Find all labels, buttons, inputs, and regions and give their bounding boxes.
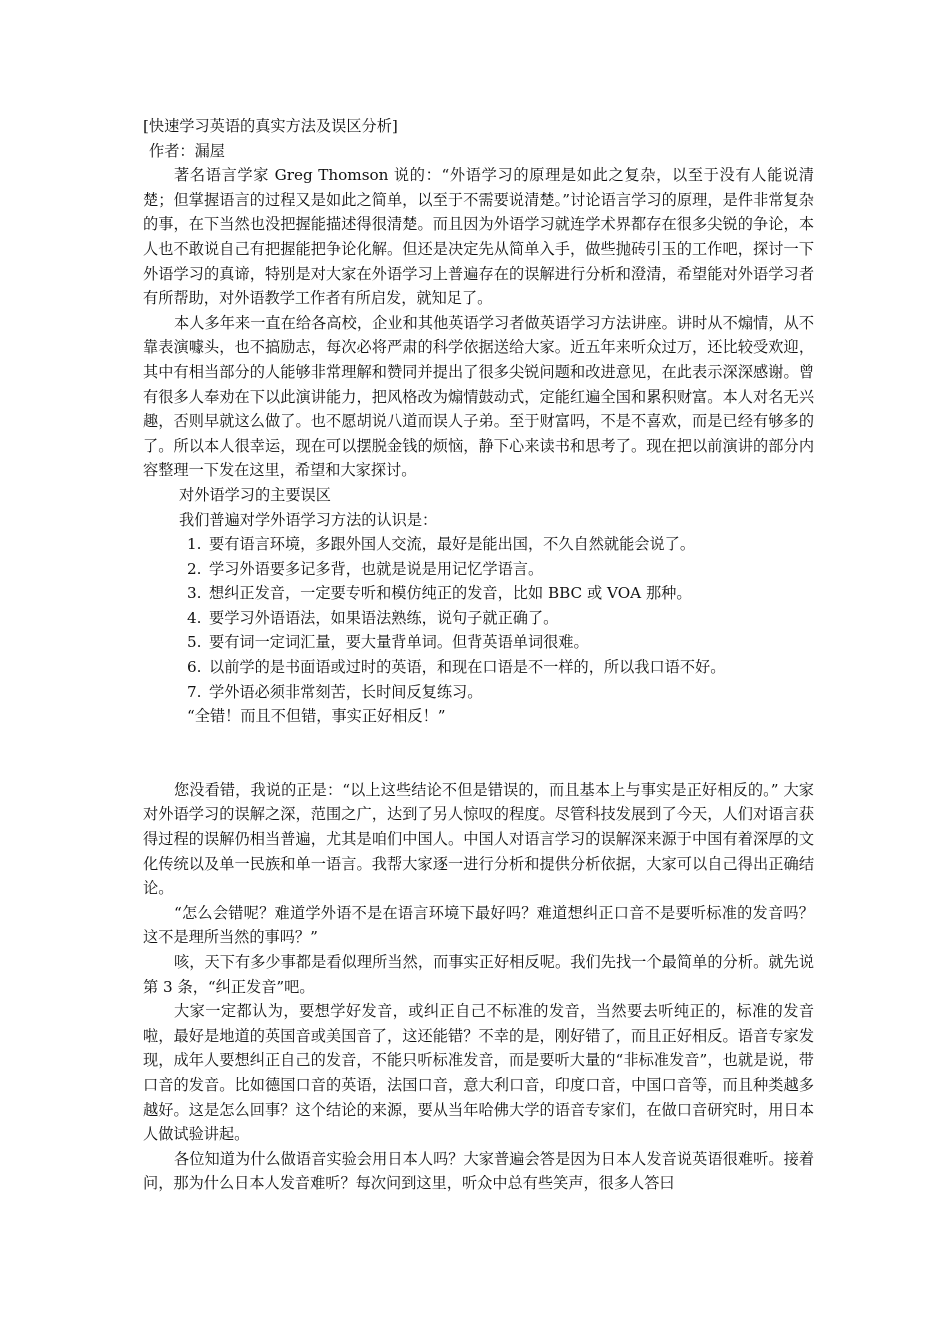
list-item-text: 要有语言环境，多跟外国人交流，最好是能出国，不久自然就能会说了。 [209,535,695,554]
list-item-text: 想纠正发音，一定要专听和模仿纯正的发音，比如 BBC 或 VOA 那种。 [209,584,692,603]
paragraph-rebuttal: 您没看错，我说的正是：“以上这些结论不但是错误的，而且基本上与事实是正好相反的。” 大家对外语学习的误解之深，范围之广，达到了另人惊叹的程度。尽管科技发展到了今天，人们对语言获得过程的误解仍相当普遍，尤其是咱们中国人。中国人对语言学习的误解深来源于中国有着深厚的文化传统以及单一民族和单一语言。我帮大家逐一进行分析和提供分析依据，大家可以自己得出正确结论。 [143,780,814,898]
list-item [143,606,814,631]
list-item [143,557,814,582]
document-author: 作者：漏屋 [149,141,225,160]
paragraph-background: 本人多年来一直在给各高校，企业和其他英语学习者做英语学习方法讲座。讲时从不煽情，从不靠表演噱头，也不搞励志，每次必将严肃的科学依据送给大家。近五年来听众过万，还比较受欢迎，其中有相当部分的人能够非常理解和赞同并提出了很多尖锐问题和改进意见，在此表示深深感谢。曾有很多人奉劝在下以此演讲能力，把风格改为煽情鼓动式，定能红遍全国和累积财富。本人对名无兴趣，否则早就这么做了。也不愿胡说八道而误人子弟。至于财富吗，不是不喜欢，而是已经有够多的了。所以本人很幸运，现在可以摆脱金钱的烦恼，静下心来读书和思考了。现在把以前演讲的部分内容整理一下发在这里，希望和大家探讨。 [143,313,814,480]
paragraph-list-intro: 我们普遍对学外语学习方法的认识是： [179,510,438,529]
list-item [143,680,814,705]
paragraph-pronunciation: 咳，天下有多少事都是看似理所当然，而事实正好相反呢。我们先找一个最简单的分析。就先说第 3 条，“纠正发音”吧。 [143,953,814,996]
blank-line [143,729,814,778]
section-heading: 对外语学习的主要误区 [179,485,331,504]
list-item-number: 4. [187,608,202,627]
list-item-number: 7. [187,682,202,701]
list-item [143,630,814,655]
list-item [143,655,814,680]
list-item-text: 学外语必须非常刻苦，长时间反复练习。 [209,682,483,701]
list-item-number: 3. [187,584,202,603]
paragraph-accent-study: 大家一定都认为，要想学好发音，或纠正自己不标准的发音，当然要去听纯正的，标准的发音啦，最好是地道的英国音或美国音了，这还能错？不幸的是，刚好错了，而且正好相反。语音专家发现，成年人要想纠正自己的发音，不能只听标准发音，而是要听大量的“非标准发音”，也就是说，带口音的发音。比如德国口音的英语，法国口音，意大利口音，印度口音，中国口音等，而且种类越多越好。这是怎么回事？这个结论的来源，要从当年哈佛大学的语音专家们，在做口音研究时，用日本人做试验讲起。 [143,1002,814,1144]
list-item-number: 5. [187,633,202,652]
paragraph-japanese-experiment: 各位知道为什么做语音实验会用日本人吗？大家普遍会答是因为日本人发音说英语很难听。接着问，那为什么日本人发音难听？每次问到这里，听众中总有些笑声，很多人答曰 [143,1149,814,1193]
list-item-text: 学习外语要多记多背，也就是说是用记忆学语言。 [209,559,544,578]
misconception-list [143,532,814,704]
list-item-number: 6. [187,658,202,677]
paragraph-intro: 著名语言学家 Greg Thomson 说的：“外语学习的原理是如此之复杂，以至于没有人能说清楚；但掌握语言的过程又是如此之简单，以至于不需要说清楚。”讨论语言学习的原理，是件非常复杂的事，在下当然也没把握能描述得很清楚。而且因为外语学习就连学术界都存在很多尖锐的争论，本人也不敢说自己有把握能把争论化解。但还是决定先从简单入手，做些抛砖引玉的工作吧，探讨一下外语学习的真谛，特别是对大家在外语学习上普遍存在的误解进行分析和澄清，希望能对外语学习者有所帮助，对外语教学工作者有所启发，就知足了。 [143,166,814,308]
list-item-number: 1. [187,535,202,554]
list-item-text: 要有词一定词汇量，要大量背单词。但背英语单词很难。 [209,633,589,652]
list-item-number: 2. [187,559,202,578]
list-item-text: 以前学的是书面语或过时的英语，和现在口语是不一样的，所以我口语不好。 [209,658,726,677]
list-item [143,532,814,557]
document-title: [快速学习英语的真实方法及误区分析] [143,117,398,135]
exclamation-quote: “全错！而且不但错，事实正好相反！” [187,707,446,726]
list-item [143,581,814,606]
paragraph-question: “怎么会错呢？难道学外语不是在语言环境下最好吗？难道想纠正口音不是要听标准的发音吗？这不是理所当然的事吗？” [143,903,814,947]
list-item-text: 要学习外语语法，如果语法熟练，说句子就正确了。 [209,608,559,627]
